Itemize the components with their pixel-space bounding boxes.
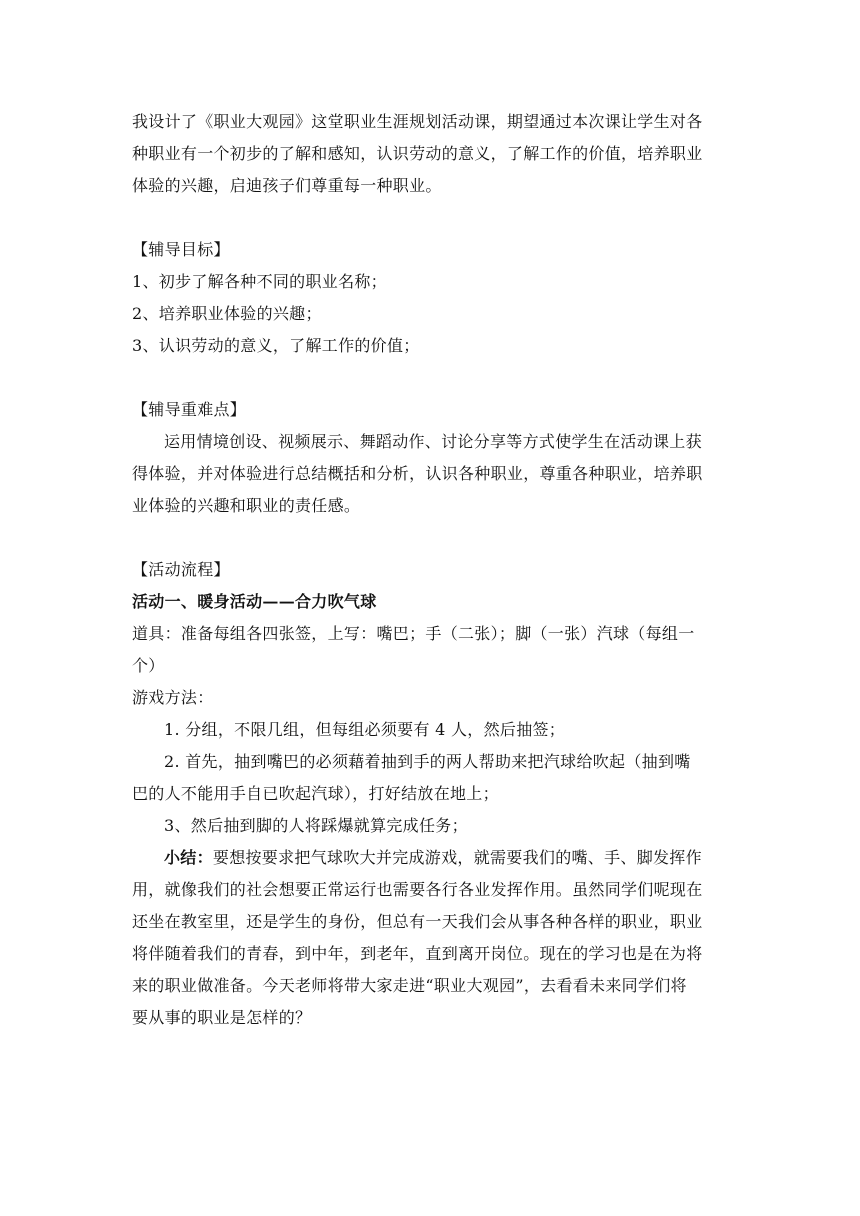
step-2-line-2: 巴的人不能用手自已吹起汽球），打好结放在地上；: [132, 784, 499, 803]
step-2-line-1: 2. 首先，抽到嘴巴的必须藉着抽到手的两人帮助来把汽球给吹起（抽到嘴: [164, 752, 691, 771]
step-1: 1. 分组，不限几组，但每组必须要有 4 人，然后抽签；: [164, 720, 566, 739]
spacer: [132, 522, 732, 554]
intro-line-3: 体验的兴趣，启迪孩子们尊重每一种职业。: [132, 176, 442, 195]
spacer: [132, 362, 732, 394]
summary-text-1: 要想按要求把气球吹大并完成游戏，就需要我们的嘴、手、脚发挥作: [212, 848, 702, 867]
difficulties-heading: 【辅导重难点】: [132, 400, 247, 419]
intro-line-2: 种职业有一个初步的了解和感知，认识劳动的意义，了解工作的价值，培养职业: [132, 144, 703, 163]
intro-line-1: 我设计了《职业大观园》这堂职业生涯规划活动课，期望通过本次课让学生对各: [132, 112, 703, 131]
props-line-1: 道具：准备每组各四张签，上写：嘴巴；手（二张）；脚（一张）汽球（每组一: [132, 624, 695, 643]
goal-item-2: 2、培养职业体验的兴趣；: [132, 304, 322, 323]
summary-line-6: 要从事的职业是怎样的？: [132, 1008, 312, 1027]
spacer: [132, 202, 732, 234]
difficulties-line-1: 运用情境创设、视频展示、舞蹈动作、讨论分享等方式使学生在活动课上获: [164, 432, 702, 451]
activity-1-title: 活动一、暖身活动——合力吹气球: [132, 592, 377, 611]
goal-item-3: 3、认识劳动的意义，了解工作的价值；: [132, 336, 420, 355]
summary-label: 小结：: [164, 848, 213, 867]
goal-item-1: 1、初步了解各种不同的职业名称；: [132, 272, 387, 291]
process-heading: 【活动流程】: [132, 560, 230, 579]
step-3: 3、然后抽到脚的人将踩爆就算完成任务；: [164, 816, 468, 835]
summary-line-5: 来的职业做准备。今天老师将带大家走进“职业大观园”，去看看未来同学们将: [132, 976, 687, 995]
props-line-2: 个）: [132, 656, 165, 675]
summary-line-1: [132, 842, 732, 874]
summary-line-3: 还坐在教室里，还是学生的身份，但总有一天我们会从事各种各样的职业，职业: [132, 912, 703, 931]
goals-heading: 【辅导目标】: [132, 240, 230, 259]
document-page: [132, 106, 732, 1034]
method-label: 游戏方法：: [132, 688, 214, 707]
difficulties-line-2: 得体验，并对体验进行总结概括和分析，认识各种职业，尊重各种职业，培养职: [132, 464, 703, 483]
summary-line-2: 用，就像我们的社会想要正常运行也需要各行各业发挥作用。虽然同学们呢现在: [132, 880, 703, 899]
difficulties-line-3: 业体验的兴趣和职业的责任感。: [132, 496, 361, 515]
summary-line-4: 将伴随着我们的青春，到中年，到老年，直到离开岗位。现在的学习也是在为将: [132, 944, 703, 963]
